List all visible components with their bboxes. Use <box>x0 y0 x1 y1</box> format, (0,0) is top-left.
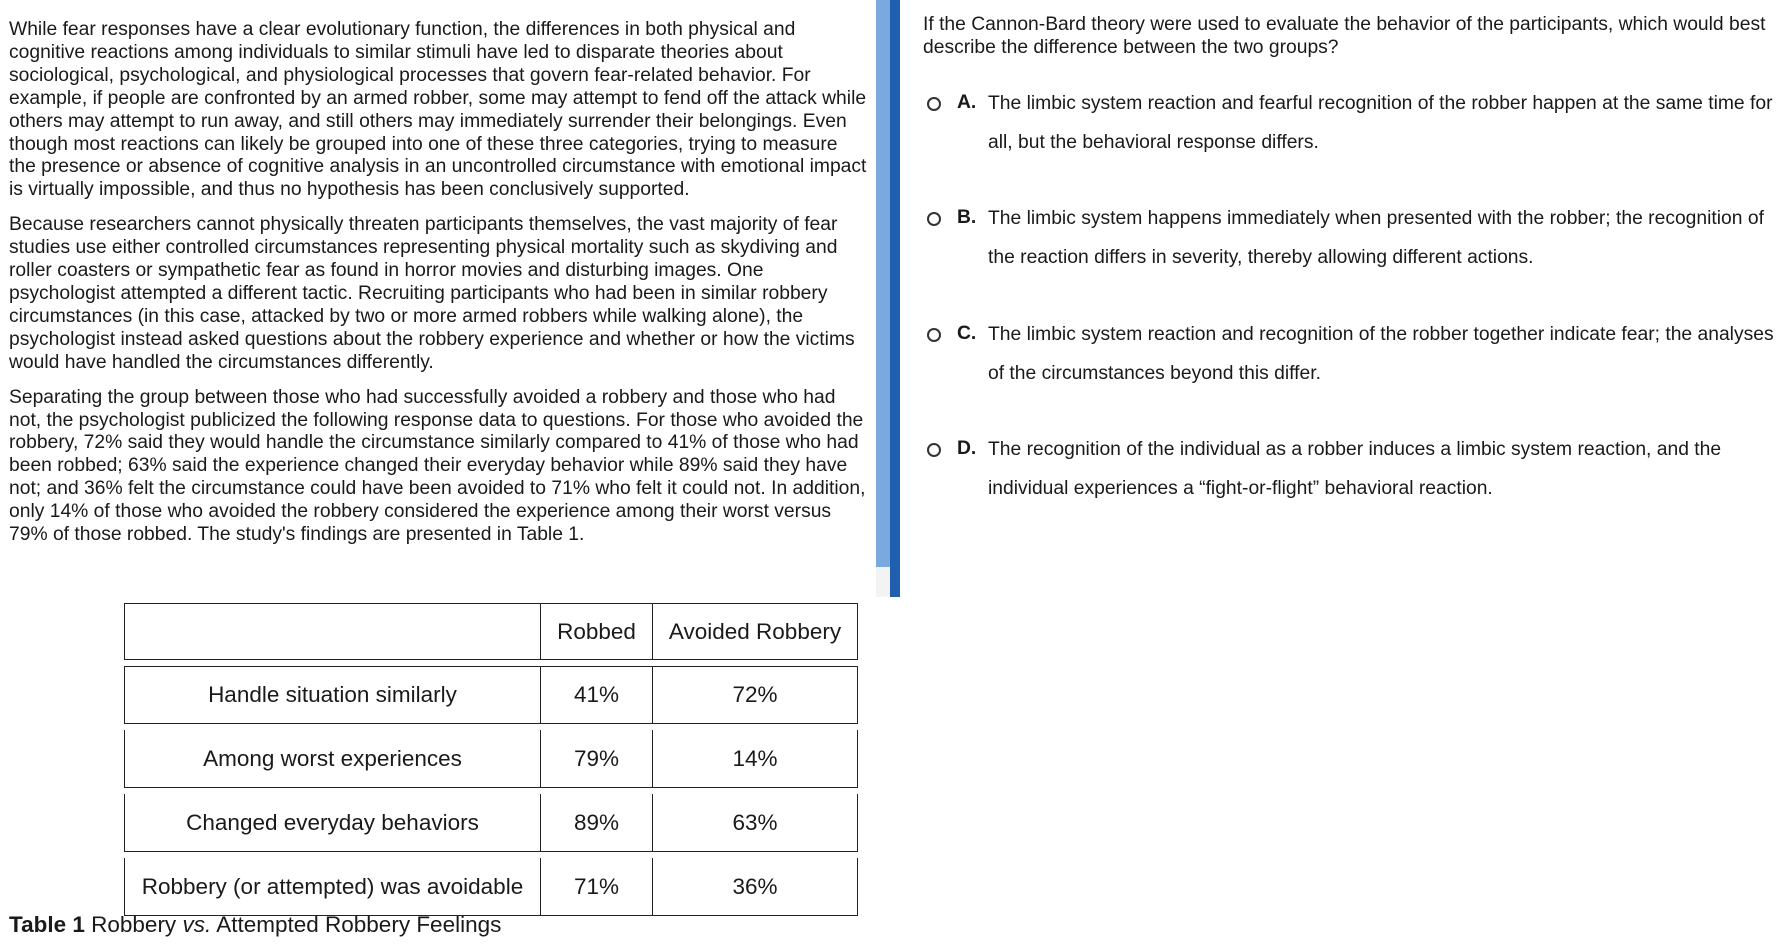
option-text: The recognition of the individual as a robber induces a limbic system reaction, and the individual experiences a “fight-or-flight” behavioral reaction. <box>988 439 1722 499</box>
option-text: The limbic system reaction and recognition of the robber together indicate fear; the analyses of the circumstances beyond this differ. <box>988 324 1774 384</box>
option-text: The limbic system reaction and fearful recognition of the robber happen at the same time for all, but the behavioral response differs. <box>988 93 1773 153</box>
radio-button-icon[interactable] <box>927 443 941 457</box>
table-cell: Changed everyday behaviors <box>124 794 541 852</box>
table-cell: 72% <box>653 666 858 724</box>
table-cell: Robbery (or attempted) was avoidable <box>124 858 541 916</box>
table-cell: 41% <box>541 666 653 724</box>
pane-divider-foot <box>876 567 890 597</box>
option-letter: B. <box>957 207 977 228</box>
table-row <box>124 794 858 852</box>
table-cell: 63% <box>653 794 858 852</box>
option-letter: D. <box>957 438 977 459</box>
table-header-cell: Avoided Robbery <box>653 603 858 660</box>
passage-paragraph-1: While fear responses have a clear evolutionary function, the differences in both physical and cognitive reactions among individuals to similar stimuli have led to disparate theories about sociological, psychological, and physiological processes that govern fear-related behavior. For example, if people are confronted by an armed robber, some may attempt to fend off the attack while others may attempt to run away, and still others may immediately surrender their belongings. Even though most reactions can likely be grouped into one of these three categories, trying to measure the presence or absence of cognitive analysis in an uncontrolled circumstance with emotional impact is virtually impossible, and thus no hypothesis has been conclusively supported. <box>9 19 867 201</box>
table-header-cell: Robbed <box>541 603 653 660</box>
passage-paragraph-3: Separating the group between those who had successfully avoided a robbery and those who had not, the psychologist publicized the following response data to questions. For those who avoided the robbery, 72% said they would handle the circumstance similarly compared to 41% of those who had been robbed; 63% said the experience changed their everyday behavior while 89% said they have not; and 36% felt the circumstance could have been avoided to 71% who felt it could not. In addition, only 14% of those who avoided the robbery considered the experience among their worst versus 79% of those robbed. The study's findings are presented in Table 1. <box>9 386 866 546</box>
radio-button-icon[interactable] <box>927 97 941 111</box>
pane-divider-edge <box>890 0 900 597</box>
option-text: The limbic system happens immediately when presented with the robber; the recognition of the reaction differs in severity, thereby allowing different actions. <box>988 208 1764 268</box>
reading-passage <box>9 19 867 559</box>
question-prompt: If the Cannon-Bard theory were used to evaluate the behavior of the participants, which would best describe the difference between the two groups? <box>923 14 1766 58</box>
pane-divider[interactable] <box>876 0 900 597</box>
option-letter: C. <box>957 323 977 344</box>
caption-label: Table 1 <box>9 912 85 937</box>
table-header-row <box>124 603 858 660</box>
radio-button-icon[interactable] <box>927 328 941 342</box>
table-row <box>124 858 858 916</box>
results-table-container <box>124 603 858 922</box>
results-table <box>124 597 858 922</box>
caption-text-after: Attempted Robbery Feelings <box>211 912 502 937</box>
table-cell: 71% <box>541 858 653 916</box>
passage-paragraph-2: Because researchers cannot physically threaten participants themselves, the vast majority of fear studies use either controlled circumstances representing physical mortality such as skydiving and roller coasters or sympathetic fear as found in horror movies and disturbing images. One psychologist attempted a different tactic. Recruiting participants who had been in similar robbery circumstances (in this case, attacked by two or more armed robbers while walking alone), the psychologist instead asked questions about the robbery experience and whether or how the victims would have handled the circumstances differently. <box>9 214 855 373</box>
table-row <box>124 730 858 788</box>
table-cell: 79% <box>541 730 653 788</box>
table-cell: Handle situation similarly <box>124 666 541 724</box>
table-cell: Among worst experiences <box>124 730 541 788</box>
radio-button-icon[interactable] <box>927 212 941 226</box>
option-letter: A. <box>957 92 977 113</box>
table-cell: 14% <box>653 730 858 788</box>
table-caption <box>9 912 501 938</box>
table-header-cell <box>124 603 541 660</box>
caption-italic: vs. <box>182 912 212 937</box>
table-cell: 89% <box>541 794 653 852</box>
table-cell: 36% <box>653 858 858 916</box>
table-row <box>124 666 858 724</box>
caption-text-before: Robbery <box>91 912 183 937</box>
